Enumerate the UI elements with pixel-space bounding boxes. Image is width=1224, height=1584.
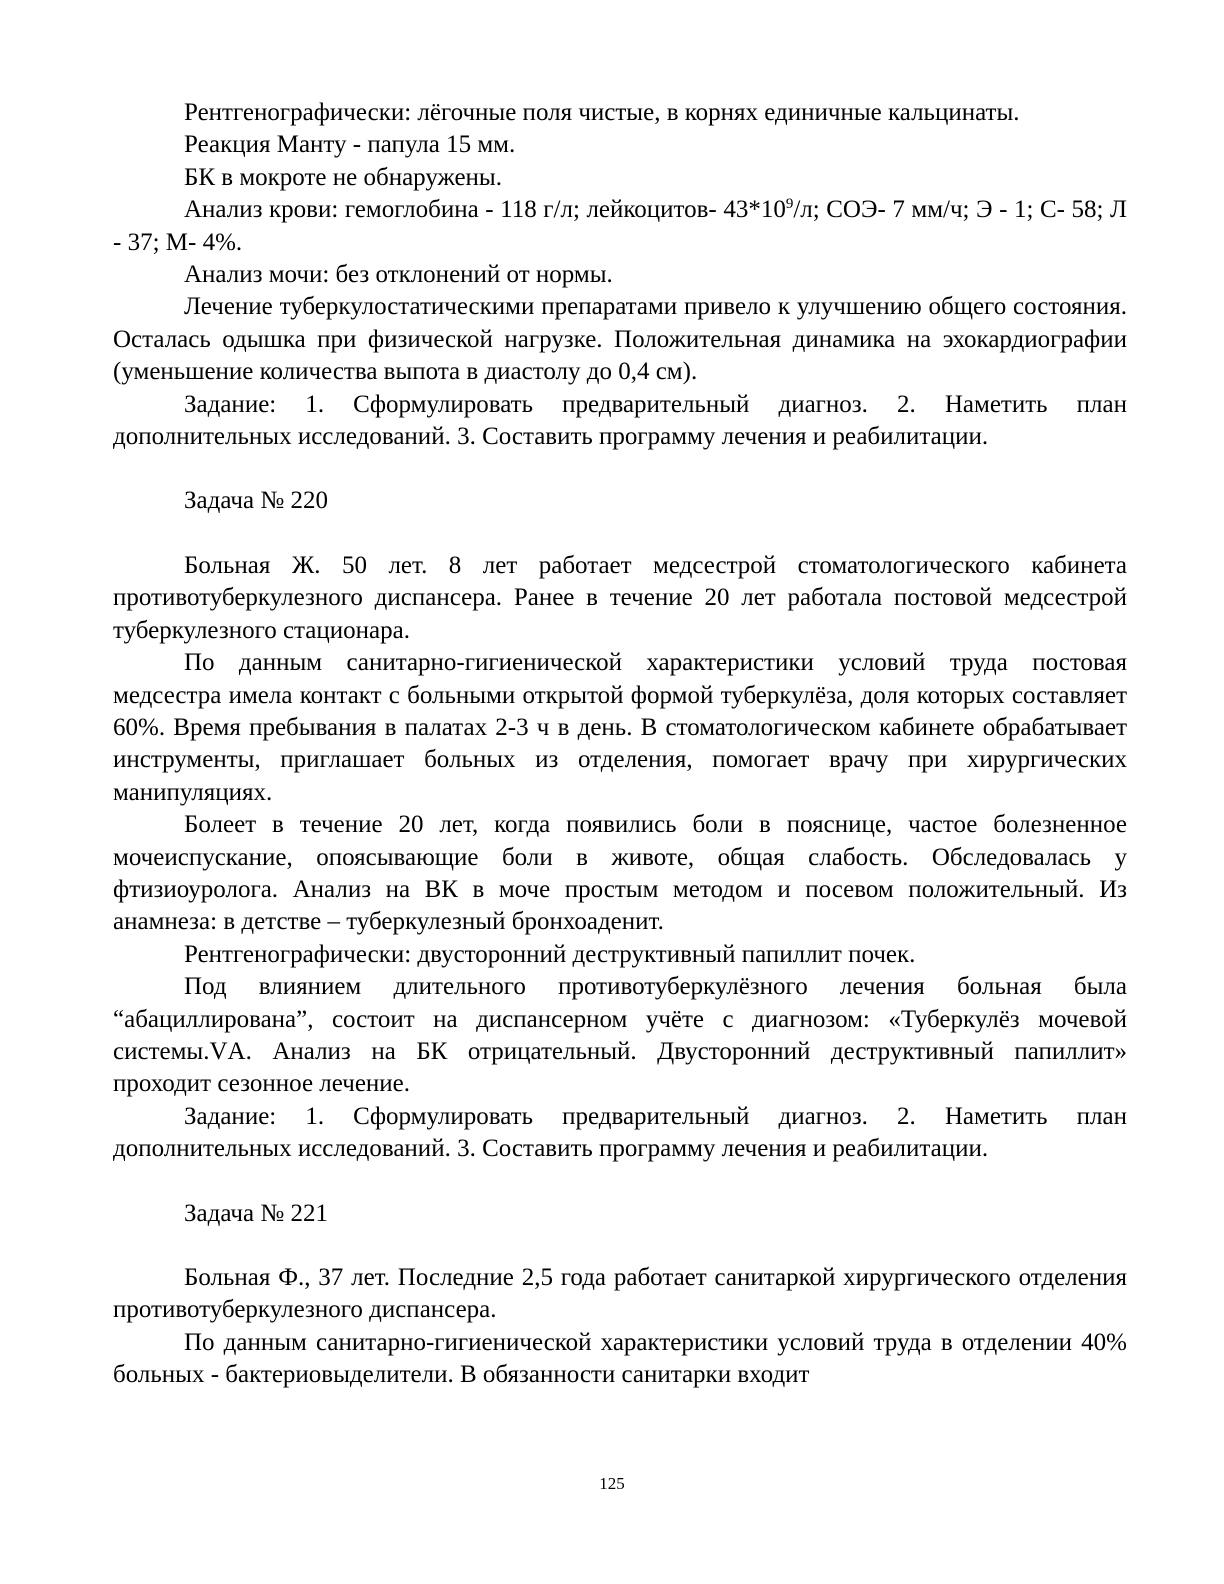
heading-task-220: Задача № 220 [184, 487, 328, 515]
page-number: 125 [599, 1474, 625, 1493]
paragraph-task-assignment-1: Задание: 1. Сформулировать предварительный диагноз. 2. Наметить план дополнительных исследований. 3. Составить программу лечения и реабилитации. [113, 390, 1127, 451]
paragraph-treatment: Лечение туберкулостатическими препаратами привело к улучшению общего состояния. Осталась одышка при физической нагрузке. Положительная динамика на эхокардиографии (уменьшение количества выпота в диастолу до 0,4 см). [113, 293, 1127, 386]
blood-test-text-end: /л; СОЭ- 7 мм/ч; Э - 1; С- 58; Л - 37; М- 4%. [113, 196, 1127, 256]
paragraph-long-treatment: Под влиянием длительного противотуберкулёзного лечения больная была “абациллирована”, состоит на диспансерном учёте с диагнозом: «Туберкулёз мочевой системы.VА. Анализ на БК отрицательный. Двусторонний деструктивный папиллит» проходит сезонное лечение. [113, 973, 1127, 1098]
paragraph-xray-2: Рентгенографически: двусторонний деструктивный папиллит почек. [184, 940, 916, 968]
paragraph-working-conditions-1: По данным санитарно-гигиенической характеристики условий труда постовая медсестра имела контакт с больными открытой формой туберкулёза, доля которых составляет 60%. Время пребывания в палатах 2-3 ч в день. В стоматологическом кабинете обрабатывает инструменты, приглашает больных из отделения, помогает врачу при хирургических манипуляциях. [113, 649, 1127, 806]
page-content [113, 97, 1127, 1392]
blood-test-text-start: Анализ крови: гемоглобина - 118 г/л; лейкоцитов- 43*10 [184, 196, 786, 224]
paragraph-patient-f: Больная Ф., 37 лет. Последние 2,5 года работает санитаркой хирургического отделения противотуберкулезного диспансера. [113, 1264, 1127, 1324]
heading-task-221: Задача № 221 [184, 1199, 328, 1227]
paragraph-patient-zh: Больная Ж. 50 лет. 8 лет работает медсестрой стоматологического кабинета противотуберкулезного диспансера. Ранее в течение 20 лет работала постовой медсестрой туберкулезного стационара. [113, 551, 1127, 644]
paragraph-urine-test: Анализ мочи: без отклонений от нормы. [184, 261, 613, 289]
paragraph-mantoux: Реакция Манту - папула 15 мм. [184, 131, 516, 159]
paragraph-xray-1: Рентгенографически: лёгочные поля чистые, в корнях единичные кальцинаты. [184, 99, 1020, 126]
paragraph-working-conditions-2: По данным санитарно-гигиенической характеристики условий труда в отделении 40% больных - бактериовыделители. В обязанности санитарки входит [113, 1328, 1127, 1389]
paragraph-blood-test [113, 194, 1127, 259]
blood-test-exponent: 9 [785, 196, 794, 213]
paragraph-illness-history: Болеет в течение 20 лет, когда появились боли в пояснице, частое болезненное мочеиспускание, опоясывающие боли в животе, общая слабость. Обследовалась у фтизиоуролога. Анализ на ВК в моче простым методом и посевом положительный. Из анамнеза: в детстве – туберкулезный бронхоаденит. [113, 811, 1127, 936]
paragraph-task-assignment-2: Задание: 1. Сформулировать предварительный диагноз. 2. Наметить план дополнительных исследований. 3. Составить программу лечения и реабилитации. [113, 1102, 1127, 1163]
paragraph-sputum: БК в мокроте не обнаружены. [184, 163, 502, 191]
